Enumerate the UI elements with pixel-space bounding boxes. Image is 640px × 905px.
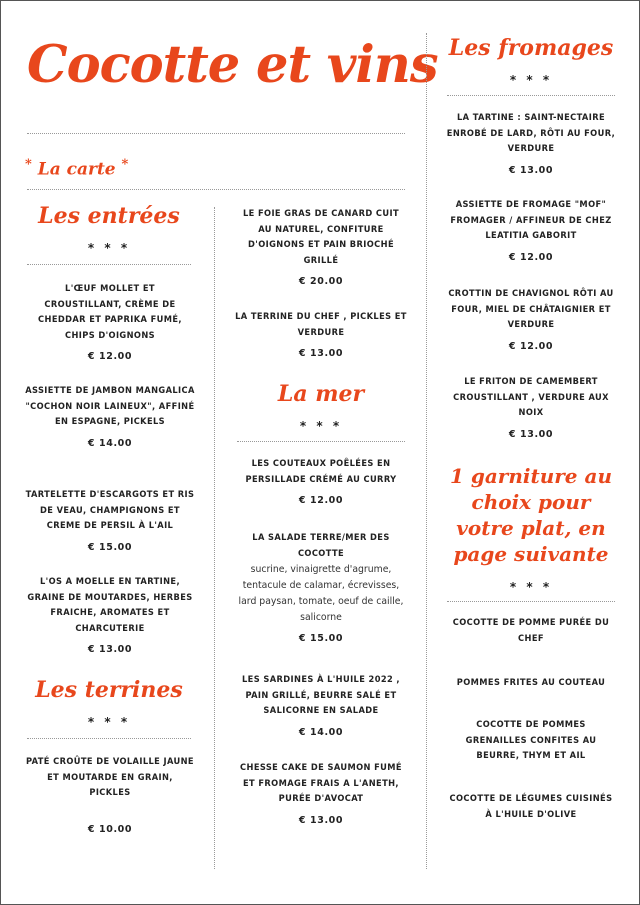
column-divider (426, 33, 427, 869)
page-title: Cocotte et vins (27, 35, 438, 95)
menu-item (235, 456, 407, 506)
section-stars: * * * (509, 73, 553, 87)
section-title-entrees: Les entrées (38, 203, 180, 229)
menu-item (235, 309, 407, 359)
menu-item (445, 197, 617, 263)
column-divider (214, 207, 215, 869)
section-title-garniture: 1 garniture au choix pour votre plat, en page suivante (449, 464, 612, 566)
item-price: € 13.00 (298, 814, 344, 826)
item-name: ASSIETTE DE JAMBON MANGALICA "COCHON NOIR LAINEUX", AFFINÉ EN ESPAGNE, PICKELS (25, 385, 195, 427)
section-stars: * * * (509, 580, 553, 594)
item-name: CROTTIN DE CHAVIGNOL RÔTI AU FOUR, MIEL DE CHÂTAIGNIER ET VERDURE (448, 288, 614, 330)
item-price: € 12.00 (298, 495, 344, 506)
menu-item (235, 760, 407, 826)
item-price: € 13.00 (298, 348, 344, 359)
item-name: LA TARTINE : SAINT-NECTAIRE ENROBÉ DE LARD, RÔTI AU FOUR, VERDURE (446, 112, 616, 154)
section-title-fromages: Les fromages (448, 35, 614, 61)
menu-item (235, 672, 407, 738)
carte-text: La carte (37, 159, 116, 180)
section-title-mer: La mer (277, 381, 365, 407)
item-price: € 10.00 (87, 823, 133, 835)
item-price: € 12.00 (87, 351, 133, 362)
item-price: € 12.00 (508, 340, 554, 352)
menu-item (445, 791, 617, 822)
star-mark: * (121, 157, 129, 172)
item-price: € 13.00 (508, 164, 554, 176)
item-name: LE FOIE GRAS DE CANARD CUIT AU NATUREL, CONFITURE D'OIGNONS ET PAIN BRIOCHÉ GRILLÉ (243, 208, 399, 266)
menu-item (25, 754, 195, 835)
section-title-terrines: Les terrines (35, 677, 183, 703)
item-price: € 15.00 (87, 541, 133, 553)
section-stars: * * * (87, 241, 131, 255)
menu-item (445, 717, 617, 764)
menu-item (25, 383, 195, 449)
item-name: POMMES FRITES AU COUTEAU (456, 677, 606, 688)
menu-item (235, 206, 407, 287)
menu-item (445, 675, 617, 691)
item-name: ASSIETTE DE FROMAGE "MOF" FROMAGER / AFFINEUR DE CHEZ LEATITIA GABORIT (450, 199, 612, 241)
item-name: PATÉ CROÛTE DE VOLAILLE JAUNE ET MOUTARDE EN GRAIN, PICKLES (26, 756, 194, 798)
item-name: L'ŒUF MOLLET ET CROUSTILLANT, CRÈME DE CHEDDAR ET PAPRIKA FUMÉ, CHIPS D'OIGNONS (38, 283, 182, 341)
item-price: € 20.00 (298, 276, 344, 287)
item-price: € 13.00 (508, 428, 554, 440)
item-name: LE FRITON DE CAMEMBERT CROUSTILLANT , VERDURE AUX NOIX (453, 376, 609, 418)
item-name: COCOTTE DE POMME PURÉE DU CHEF (452, 617, 610, 644)
item-price: € 14.00 (298, 726, 344, 738)
item-name: LES SARDINES À L'HUILE 2022 , PAIN GRILLÉ, BEURRE SALÉ ET SALICORNE EN SALADE (242, 674, 400, 716)
item-price: € 12.00 (508, 251, 554, 263)
item-name: TARTELETTE D'ESCARGOTS ET RIS DE VEAU, CHAMPIGNONS ET CREME DE PERSIL À L'AIL (25, 489, 195, 531)
item-name: LA TERRINE DU CHEF , PICKLES ET VERDURE (235, 311, 407, 338)
menu-item (445, 374, 617, 440)
item-name: L'OS A MOELLE EN TARTINE, GRAINE DE MOUTARDES, HERBES FRAICHE, AROMATES ET CHARCUTERIE (27, 576, 193, 634)
item-name: LA SALADE TERRE/MER DES COCOTTE (252, 532, 390, 559)
item-name: COCOTTE DE POMMES GRENAILLES CONFITES AU BEURRE, THYM ET AIL (465, 719, 597, 761)
menu-item (25, 487, 195, 553)
item-description: sucrine, vinaigrette d'agrume, tentacule de calamar, écrevisses, lard paysan, tomate, oeuf de caille, salicorne (238, 564, 404, 623)
menu-item (445, 110, 617, 176)
item-price: € 15.00 (298, 633, 344, 644)
la-carte-label (25, 157, 128, 180)
divider (27, 189, 405, 190)
menu-item (235, 530, 407, 644)
star-mark: * (25, 157, 32, 172)
section-stars: * * * (87, 715, 131, 729)
menu-item (445, 286, 617, 352)
item-price: € 14.00 (87, 437, 133, 449)
menu-item (445, 615, 617, 646)
item-name: LES COUTEAUX POÊLÉES EN PERSILLADE CRÉMÉ AU CURRY (245, 458, 397, 485)
section-stars: * * * (299, 419, 343, 433)
menu-item (25, 574, 195, 655)
item-price: € 13.00 (87, 644, 133, 655)
item-name: CHESSE CAKE DE SAUMON FUMÉ ET FROMAGE FRAIS A L'ANETH, PURÉE D'AVOCAT (240, 762, 402, 804)
divider (27, 133, 405, 134)
menu-item (25, 281, 195, 362)
item-name: COCOTTE DE LÉGUMES CUISINÉS À L'HUILE D'OLIVE (449, 793, 613, 820)
